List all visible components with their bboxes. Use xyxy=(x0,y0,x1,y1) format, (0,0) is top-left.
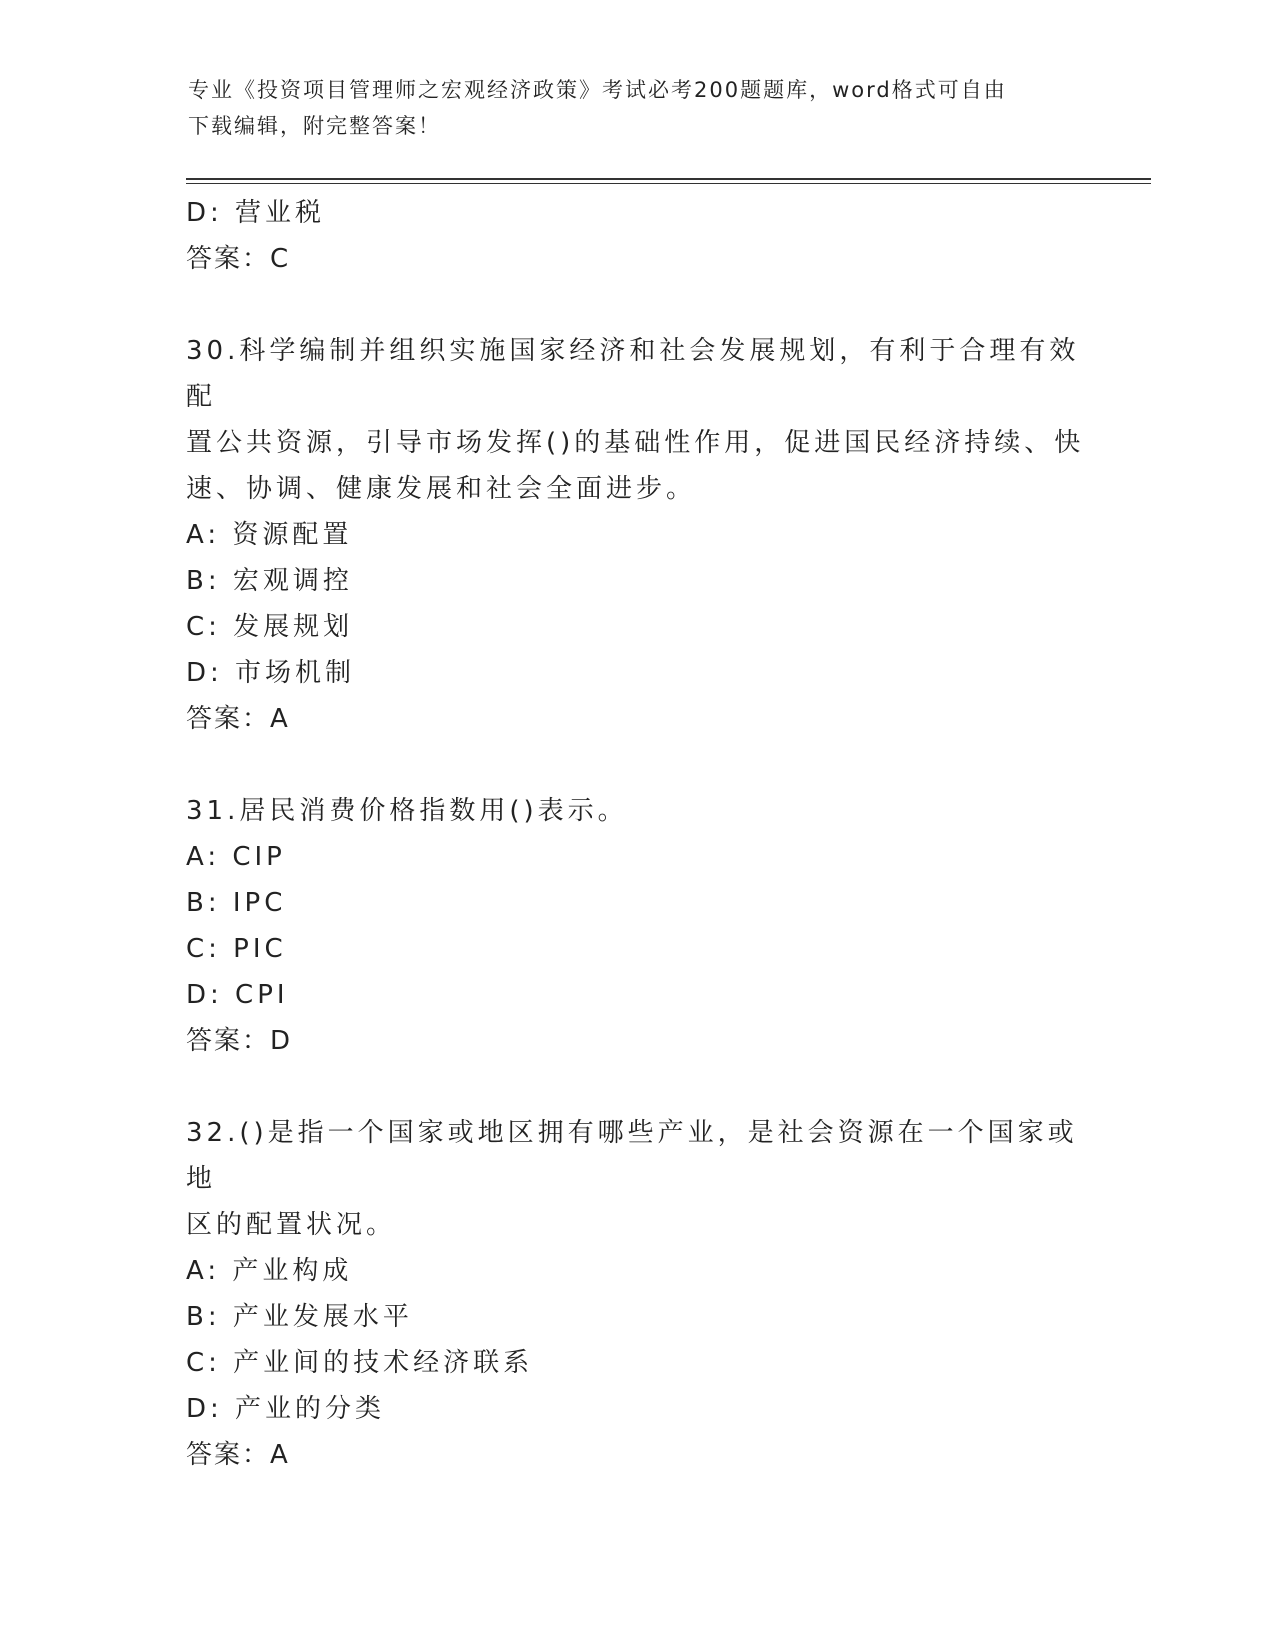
option-a: A: CIP xyxy=(186,842,286,872)
question-text-line-1: 30.科学编制并组织实施国家经济和社会发展规划，有利于合理有效配 xyxy=(186,336,1080,412)
question-text-line-1: 32.()是指一个国家或地区拥有哪些产业，是社会资源在一个国家或地 xyxy=(186,1118,1078,1194)
option-b: B: IPC xyxy=(186,888,287,918)
option-c: C: PIC xyxy=(186,934,287,964)
header-divider-thin xyxy=(186,183,1151,184)
question-text: 31.居民消费价格指数用()表示。 xyxy=(186,796,628,826)
spacer xyxy=(186,1064,1086,1110)
answer-line: 答案：A xyxy=(186,704,290,734)
answer-line: 答案：A xyxy=(186,1440,290,1470)
question-text-line-2: 区的配置状况。 xyxy=(186,1210,397,1240)
spacer xyxy=(186,282,1086,328)
option-d: D: CPI xyxy=(186,980,289,1010)
header-line-1: 专业《投资项目管理师之宏观经济政策》考试必考200题题库，word格式可自由 xyxy=(188,78,1007,102)
question-29-tail xyxy=(186,190,1086,282)
header-line-2: 下载编辑，附完整答案！ xyxy=(188,114,441,138)
option-a: A: 产业构成 xyxy=(186,1256,353,1286)
option-d: D: 市场机制 xyxy=(186,658,356,688)
option-b: B: 产业发展水平 xyxy=(186,1302,413,1332)
answer-line: 答案：D xyxy=(186,1026,293,1056)
option-a: A: 资源配置 xyxy=(186,520,353,550)
option-c: C: 产业间的技术经济联系 xyxy=(186,1348,534,1378)
question-32 xyxy=(186,1110,1086,1478)
document-body xyxy=(186,190,1086,1478)
question-text-line-3: 速、协调、健康发展和社会全面进步。 xyxy=(186,474,697,504)
question-30 xyxy=(186,328,1086,742)
option-d: D: 产业的分类 xyxy=(186,1394,386,1424)
question-text xyxy=(186,1110,1086,1248)
spacer xyxy=(186,742,1086,788)
question-text-line-2: 置公共资源，引导市场发挥()的基础性作用，促进国民经济持续、快 xyxy=(186,428,1085,458)
option-c: C: 发展规划 xyxy=(186,612,354,642)
option-b: B: 宏观调控 xyxy=(186,566,353,596)
answer-line: 答案：C xyxy=(186,244,291,274)
option-d: D: 营业税 xyxy=(186,198,326,228)
question-text xyxy=(186,328,1086,512)
document-header xyxy=(188,72,1088,144)
header-divider-thick xyxy=(186,178,1151,180)
question-31 xyxy=(186,788,1086,1064)
